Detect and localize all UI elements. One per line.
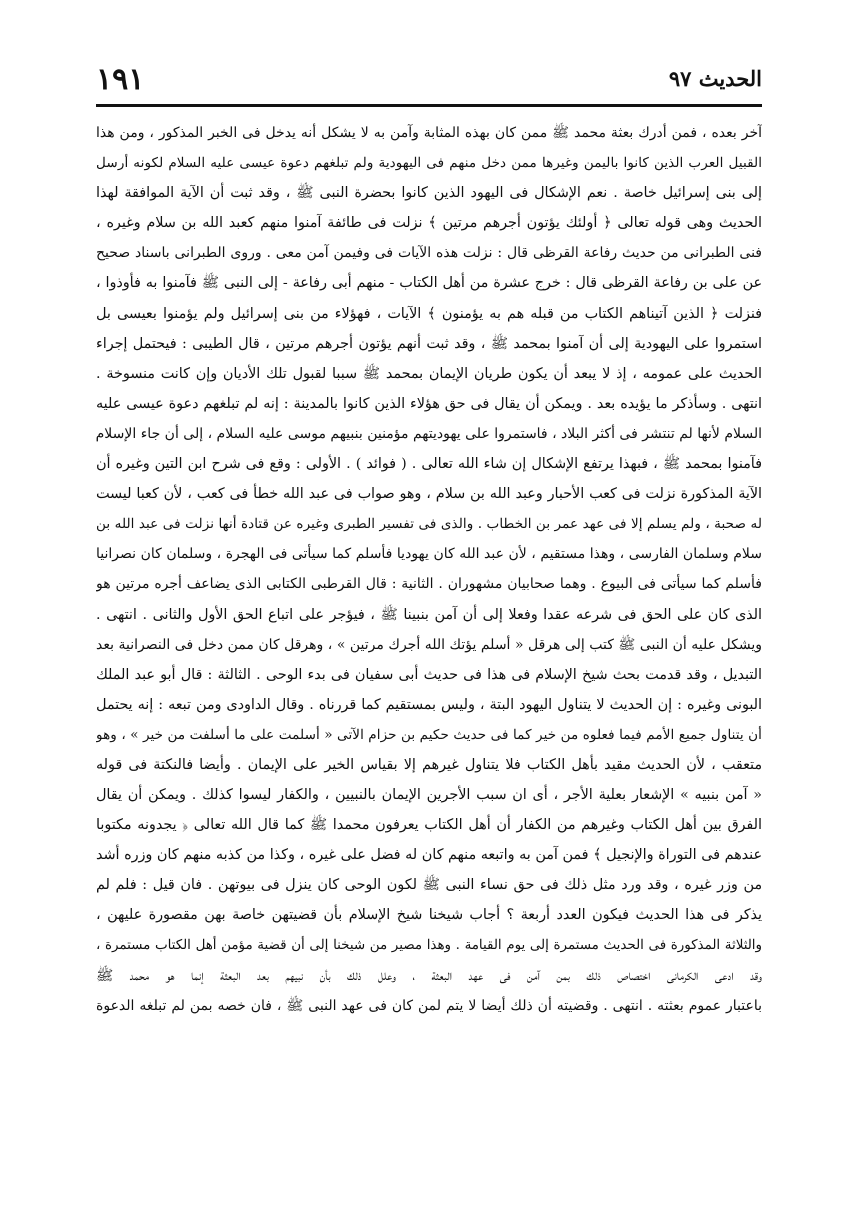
text-line-25: عندهم فى التوراة والإنجيل ﴾ فمن آمن به واتبعه منهم كان له فضل على غيره ، وكذا من كذبه منهم كان وزره أشد bbox=[96, 847, 762, 864]
text-line-28: والثلاثة المذكورة فى الحديث مستمرة إلى يوم القيامة . وهذا مصير من شيخنا إلى أن قضية مؤمن أهل الكتاب مستمرة ، bbox=[96, 937, 762, 953]
text-line-4: الحديث وهى قوله تعالى ﴿ أولئك يؤتون أجرهم مرتين ﴾ نزلت فى طائفة آمنوا منهم كعبد الله بن سلام وغيره ، bbox=[96, 215, 762, 232]
text-line-26: من وزر غيره ، وقد ورد مثل ذلك فى حق نساء النبى ﷺ لكون الوحى كان ينزل فى بيوتهن . فان قيل : فلم لم bbox=[96, 877, 762, 894]
text-line-27: يذكر فى هذا الحديث فيكون العدد أربعة ؟ أجاب شيخنا شيخ الإسلام بأن قضيتهن خاصة بهن مقصورة عليهن ، bbox=[96, 907, 762, 924]
text-line-1: آخر بعده ، فمن أدرك بعثة محمد ﷺ ممن كان بهذه المثابة وآمن به لا يشكل أنه يدخل فى الخبر المذكور ، ومن هذا bbox=[96, 125, 762, 141]
text-line-2: القبيل العرب الذين كانوا باليمن وغيرها ممن دخل منهم فى اليهودية ولم تبلغهم دعوة عيسى عليه السلام لكونه أرسل bbox=[96, 155, 762, 172]
body-text bbox=[96, 118, 762, 1021]
page-number: ١٩١ bbox=[96, 62, 145, 97]
text-line-10: انتهى . وسأذكر ما يؤيده بعد . ويمكن أن يقال فى حق هؤلاء الذين كانوا بالمدينة : إنه لم تبلغهم دعوة عيسى عليه bbox=[96, 395, 762, 412]
text-line-16: فأسلم كما سيأتى فى البيوع . وهما صحابيان مشهوران . الثانية : قال القرطبى الكتابى الذى يضاعف أجره مرتين هو bbox=[96, 576, 762, 593]
text-line-23: « آمن بنبيه » الإشعار بعلية الأجر ، أى ان سبب الأجرين الإيمان بالنبيين ، والكفار ليسوا كذلك . ويمكن أن يقال bbox=[96, 787, 762, 804]
text-line-3: إلى بنى إسرائيل خاصة . نعم الإشكال فى اليهود الذين كانوا بحضرة النبى ﷺ ، وقد ثبت أن الآية الموافقة لهذا bbox=[96, 185, 762, 202]
text-line-17: الذى كان على الحق فى شرعه عقدا وفعلا إلى أن آمن بنبينا ﷺ ، فيؤجر على اتباع الحق الأول والثانى . انتهى . bbox=[96, 606, 762, 623]
text-line-19: التبديل ، وقد قدمت بحث شيخ الإسلام فى هذا فى حديث أبى سفيان فى بدء الوحى . الثالثة : قال أبو عبد الملك bbox=[96, 666, 762, 683]
text-line-20: البونى وغيره : إن الحديث لا يتناول اليهود البتة ، وليس بمستقيم كما قررناه . وقال الداودى ومن تبعه : إنه يحتمل bbox=[96, 696, 762, 713]
text-line-18: ويشكل عليه أن النبى ﷺ كتب إلى هرقل « أسلم يؤتك الله أجرك مرتين » ، وهرقل كان ممن دخل فى النصرانية بعد bbox=[96, 636, 762, 653]
text-line-9: الحديث على عمومه ، إذ لا يبعد أن يكون طريان الإيمان بمحمد ﷺ سببا لقبول تلك الأديان وإن كانت منسوخة . bbox=[96, 365, 762, 382]
text-line-7: فنزلت ﴿ الذين آتيناهم الكتاب من قبله هم به يؤمنون ﴾ الآيات ، فهؤلاء من بنى إسرائيل ولم يؤمنوا بعيسى بل bbox=[96, 305, 762, 322]
text-line-8: استمروا على اليهودية إلى أن آمنوا بمحمد ﷺ ، وقد ثبت أنهم يؤتون أجرهم مرتين ، قال الطيبى : فيحتمل إجراء bbox=[96, 335, 762, 352]
text-line-5: فنى الطبرانى من حديث رفاعة القرظى قال : نزلت هذه الآيات فى وفيمن آمن معى . وروى الطبرانى باسناد صحيح bbox=[96, 245, 762, 262]
page-header bbox=[96, 62, 762, 106]
text-line-15: سلام وسلمان الفارسى ، وهذا مستقيم ، لأن عبد الله كان يهوديا فأسلم كما سيأتى فى الهجرة ، وسلمان كان نصرانيا bbox=[96, 546, 762, 563]
text-line-13: الآية المذكورة نزلت فى كعب الأحبار وعبد الله بن سلام ، وهو صواب فى عبد الله خطأ فى كعب ، لأن كعبا ليست bbox=[96, 486, 762, 503]
text-line-30: باعتبار عموم بعثته . انتهى . وقضيته أن ذلك أيضا لا يتم لمن كان فى عهد النبى ﷺ ، فان خصه بمن لم تبلغه الدعوة bbox=[96, 997, 762, 1014]
text-line-14: له صحبة ، ولم يسلم إلا فى عهد عمر بن الخطاب . والذى فى تفسير الطبرى وغيره عن قتادة أنها نزلت فى عبد الله بن bbox=[96, 516, 762, 533]
text-line-6: عن على بن رفاعة القرظى قال : خرج عشرة من أهل الكتاب - منهم أبى رفاعة - إلى النبى ﷺ فآمنوا به فأوذوا ، bbox=[96, 275, 762, 292]
running-title: الحديث ٩٧ bbox=[668, 66, 762, 91]
text-line-11: السلام لأنها لم تنتشر فى أكثر البلاد ، فاستمروا على يهوديتهم مؤمنين بنبيهم موسى عليه السلام ، إلى أن جاء الإسلام bbox=[96, 425, 762, 442]
header-rule bbox=[96, 104, 762, 107]
text-line-24: الفرق بين أهل الكتاب وغيرهم من الكفار أن أهل الكتاب يعرفون محمدا ﷺ كما قال الله تعالى ﴿ يجدونه مكتوبا bbox=[96, 817, 762, 834]
text-line-12: فآمنوا بمحمد ﷺ ، فبهذا يرتفع الإشكال إن شاء الله تعالى . ( فوائد ) . الأولى : وقع فى شرح ابن التين وغيره أن bbox=[96, 456, 762, 473]
text-line-22: متعقب ، لأن الحديث مقيد بأهل الكتاب فلا يتناول غيرهم إلا بقياس الخير على الإيمان . وأيضا فالنكتة فى قوله bbox=[96, 756, 762, 773]
text-line-29: وقد ادعى الكرمانى اختصاص ذلك بمن آمن فى عهد البعثة ، وعلل ذلك بأن نبيهم بعد البعثة إنما هو محمد ﷺ bbox=[96, 967, 762, 984]
text-line-21: أن يتناول جميع الأمم فيما فعلوه من خير كما فى حديث حكيم بن حزام الآتى « أسلمت على ما أسلفت من خير » ، وهو bbox=[96, 726, 762, 743]
